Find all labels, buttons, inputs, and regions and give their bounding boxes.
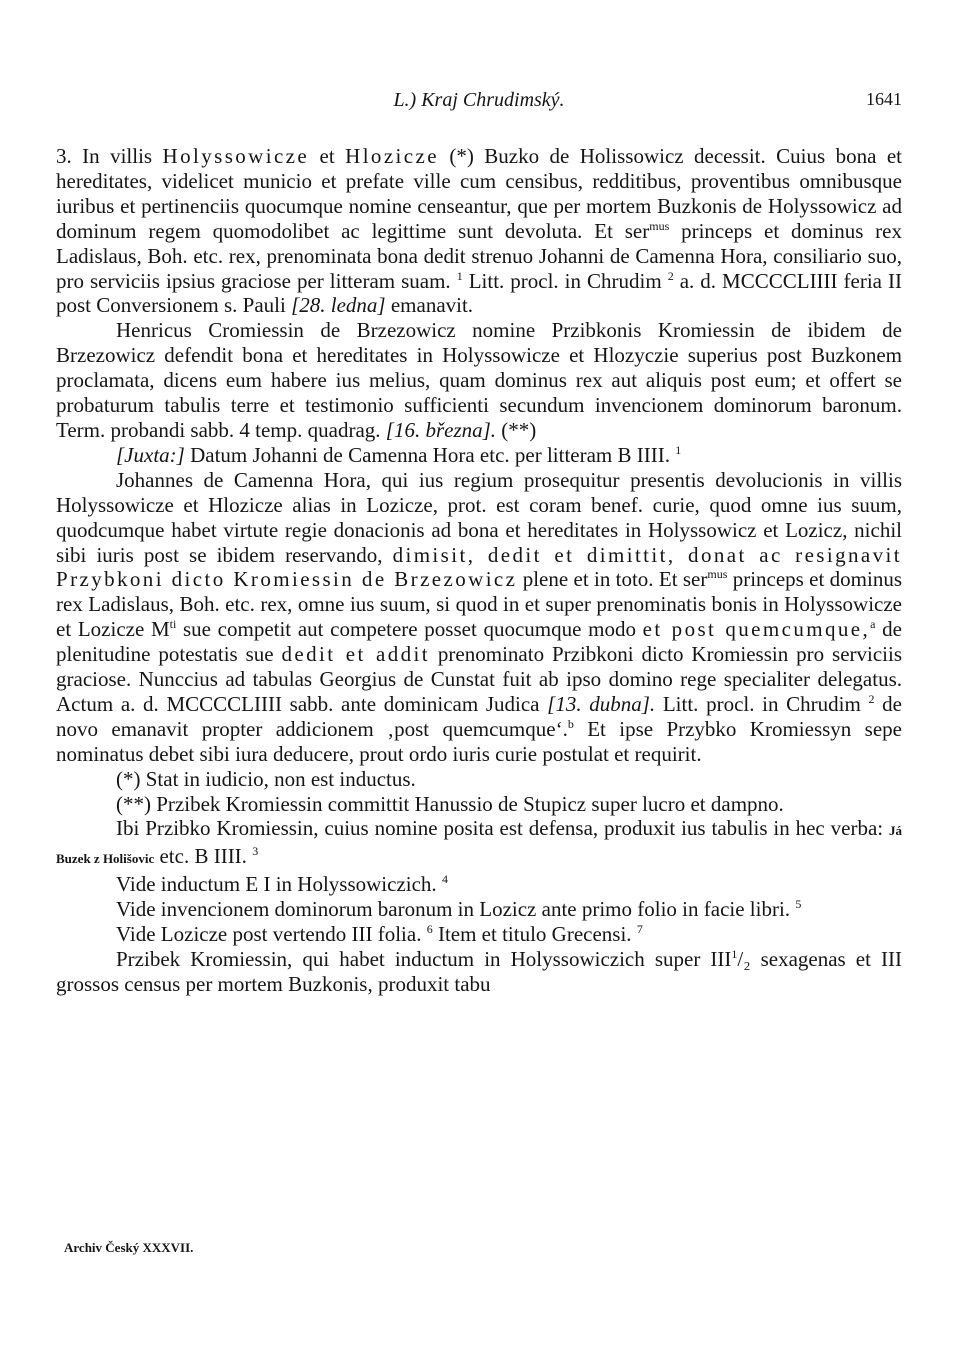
text-segment: 3 [252, 844, 259, 859]
running-title: L.) Kraj Chrudimský. [393, 89, 565, 111]
paragraph-1 [56, 144, 902, 318]
text-segment: dimisit, dedit et dimittit, donat ac resignavit Przybkoni dicto Kromiessin de Brzezowicz [56, 542, 902, 592]
text-segment: Hlozicze [345, 144, 439, 168]
text-segment: 1 [731, 947, 738, 961]
paragraph-11 [56, 947, 902, 997]
text-segment: princeps et dominus rex Ladislaus, Boh. etc. rex, prenominata bona dedit strenuo Johanni de Camenna Hora, consiliario suo, pro serviciis ipsius graciose per litteram suam. [56, 218, 902, 293]
text-segment: a [870, 617, 876, 632]
text-segment: Ibi Przibko Kromiessin, cuius nomine posita est defensa, produxit ius tabulis in hec verba: [116, 816, 889, 841]
paragraph-9 [56, 897, 902, 922]
text-segment: mus [649, 218, 670, 233]
paragraph-10 [56, 922, 902, 947]
document-body [56, 144, 902, 997]
text-segment: a. d. MCCCCLIIII feria II post Conversionem s. Pauli [56, 268, 902, 318]
text-segment: 4 [441, 872, 448, 887]
text-segment: 1 [675, 442, 682, 457]
paragraph-4 [56, 468, 902, 767]
text-segment: [28. ledna] [291, 293, 386, 318]
text-segment: 7 [636, 922, 643, 937]
page-number: 1641 [866, 89, 902, 109]
paragraph-2 [56, 318, 902, 443]
text-segment: plene et in toto. Et ser [517, 567, 708, 592]
text-segment: Vide invencionem dominorum baronum in Lozicz ante primo folio in facie libri. [116, 897, 796, 922]
text-segment: Já Buzek z Holišovic [56, 823, 902, 867]
text-segment: 2 [667, 268, 674, 283]
text-segment: [13. dubna]. [547, 691, 656, 716]
text-segment: Item et titulo Grecensi. [432, 922, 637, 947]
text-segment: Przibek Kromiessin, qui habet inductum in Holyssowiczich super III [116, 947, 732, 971]
text-segment: et post quemcumque, [642, 617, 871, 642]
text-segment: dedit et addit [281, 642, 431, 667]
text-segment: ti [169, 617, 177, 632]
text-segment: sue competit aut competere posset quocumque modo [176, 617, 643, 642]
text-segment: 5 [795, 897, 802, 912]
text-segment: mus [707, 567, 728, 582]
text-segment: de novo emanavit propter addicionem ‚post quemcumque‘. [56, 691, 903, 741]
paragraph-3 [56, 443, 902, 468]
text-segment: Holyssowicze [162, 144, 310, 168]
text-segment: (*) Stat in iudicio, non est inductus. [116, 766, 416, 791]
text-segment: /₂ sexagenas et III grossos census per mortem Buzkonis, produxit tabu [56, 947, 903, 996]
text-segment: Vide Lozicze post vertendo III folia. [116, 922, 427, 947]
text-segment: 2 [868, 691, 875, 706]
text-segment: Litt. procl. in Chrudim [655, 691, 869, 716]
paragraph-8 [56, 872, 902, 897]
text-segment: b [567, 716, 574, 731]
text-segment: 6 [426, 922, 433, 937]
text-segment: Datum Johanni de Camenna Hora etc. per litteram B IIII. [184, 442, 676, 467]
text-segment: Litt. procl. in Chrudim [462, 268, 668, 293]
paragraph-7 [56, 816, 902, 872]
text-segment: (*) Buzko de Holissowicz decessit. Cuius bona et hereditates, videlicet municio et prefate ville cum censibus, redditibus, proventibus omnibusque iuribus et pertinenciis quocumque nomine censeantur, que per mortem Buzkonis de Holyssowicz ad dominum regem quomodolibet ac legittime sunt devoluta. Et ser [56, 144, 902, 243]
text-segment: 3. In villis [56, 144, 163, 168]
text-segment: emanavit. [385, 293, 474, 318]
text-segment: Henricus Cromiessin de Brzezowicz nomine Przibkonis Kromiessin de ibidem de Brzezowicz defendit bona et hereditates in Holyssowicze et Hlozyczie superius post Buzkonem proclamata, dicens eum habere ius melius, quam dominus rex aut aliquis post eum; et offert se probaturum tabulis terre et testimonio sufficienti secundum invencionem dominorum baronum. Term. probandi sabb. 4 temp. quadrag. [56, 318, 902, 442]
text-segment: [16. března]. [385, 417, 497, 442]
footnote-note-2 [56, 792, 902, 817]
text-segment: (**) [496, 417, 537, 442]
text-segment: 1 [456, 268, 463, 283]
text-segment: [Juxta:] [116, 442, 185, 467]
text-segment: et [309, 144, 346, 168]
footnote-note-1 [56, 767, 902, 792]
text-segment: etc. B IIII. [154, 844, 253, 869]
text-segment: princeps et dominus rex Ladislaus, Boh. etc. rex, omne ius suum, si quod in et super prenominatis bonis in Holyssowicze et Lozicze M [56, 567, 902, 642]
text-segment: (**) Przibek Kromiessin committit Hanussio de Stupicz super lucro et dampno. [116, 791, 784, 816]
running-header [56, 89, 902, 115]
text-segment: Johannes de Camenna Hora, qui ius regium prosequitur presentis devolucionis in villis Holyssowicze et Hlozicze alias in Lozicze, prot. est coram benef. curie, quod omne ius suum, quodcumque habet virtute regie donacionis ad bona et hereditates in Holyssowicz et Lozicz, nichil sibi iuris post se ibidem reservando, [56, 467, 902, 567]
text-segment: Vide inductum E I in Holyssowiczich. [116, 872, 442, 897]
text-segment: prenominato Przibkoni dicto Kromiessin pro serviciis graciose. Nunccius ad tabulas Georgius de Cunstat fuit ab ipso domino rege specialiter delegatus. Actum a. d. MCCCCLIIII sabb. ante dominicam Judica [56, 642, 903, 716]
text-segment: Et ipse Przybko Kromiessyn sepe nominatus debet sibi iura deducere, prout ordo iuris curie postulat et requirit. [56, 716, 902, 766]
footer-signature: Archiv Český XXXVII. [64, 1240, 194, 1255]
text-segment: de plenitudine potestatis sue [56, 617, 902, 667]
